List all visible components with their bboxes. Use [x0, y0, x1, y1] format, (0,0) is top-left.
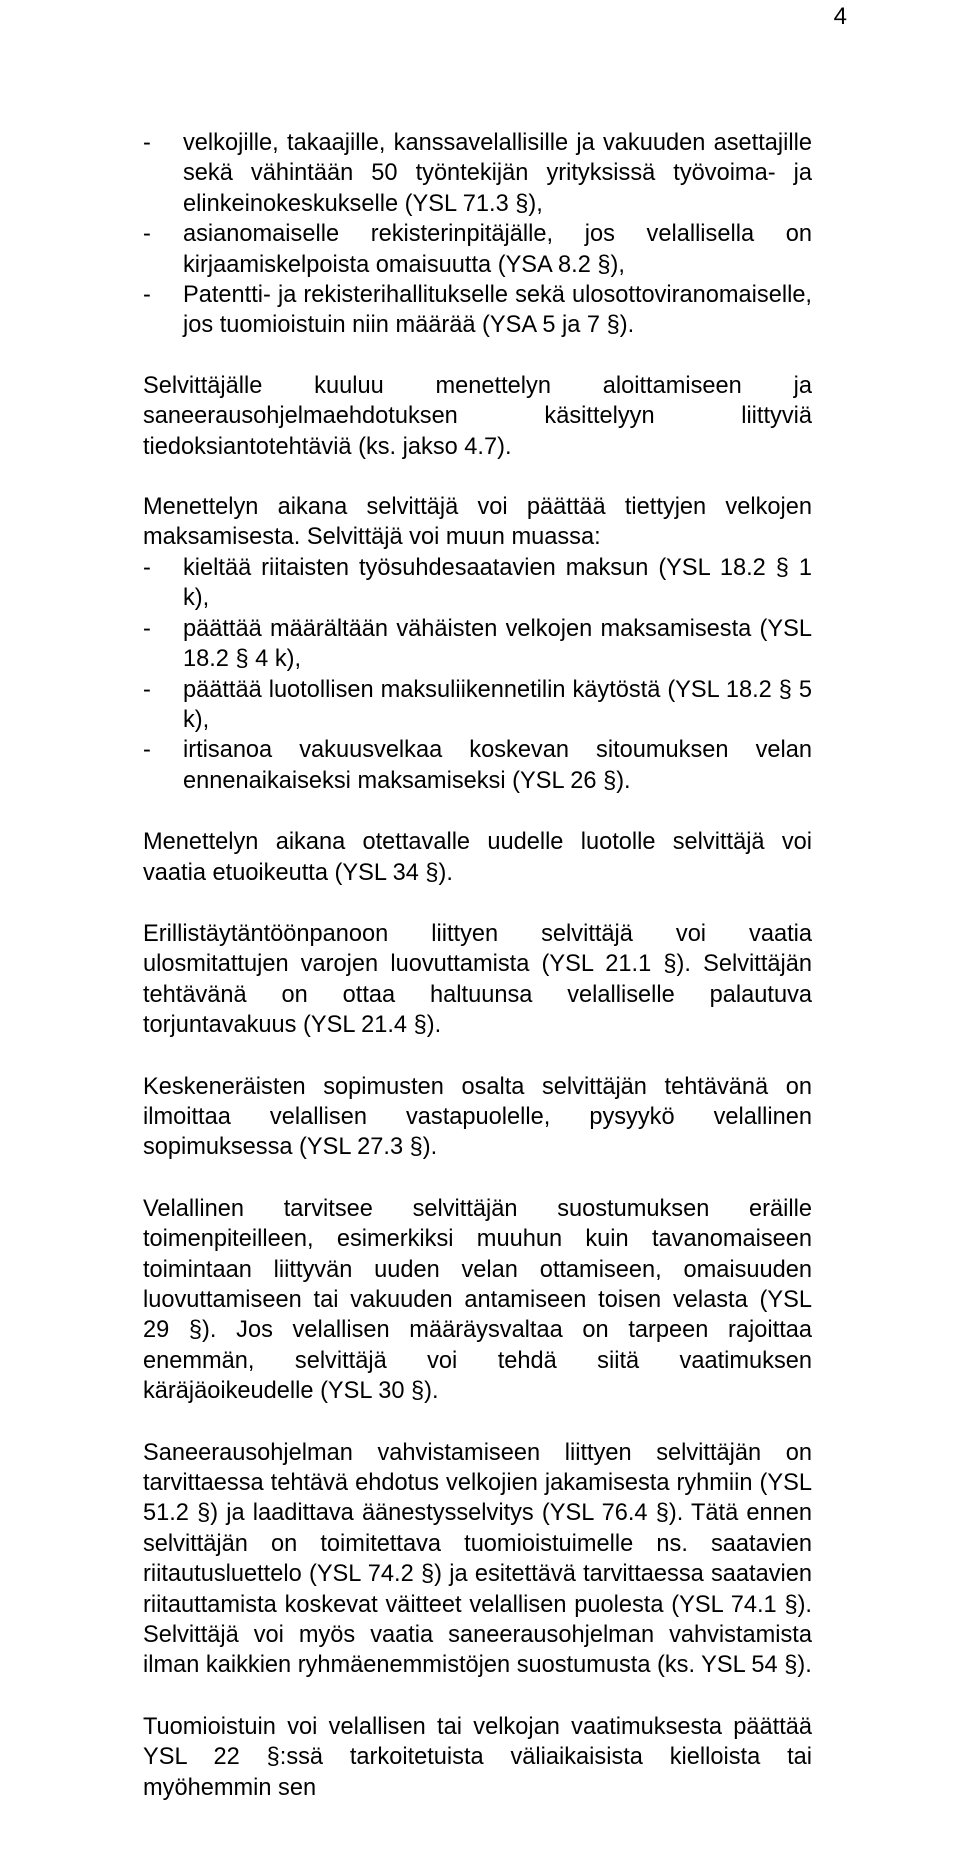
list-item-text: päättää luotollisen maksuliikennetilin käytöstä (YSL 18.2 § 5 k),: [183, 676, 812, 733]
list-item: - Patentti- ja rekisterihallitukselle sekä ulosottoviranomaiselle, jos tuomioistuin niin määrää (YSA 5 ja 7 §).: [143, 282, 812, 339]
payment-decisions-list: [143, 553, 812, 796]
paragraph: Menettelyn aikana otettavalle uudelle luotolle selvittäjä voi vaatia etuoikeutta (YSL 34 §).: [143, 829, 812, 886]
paragraph: Keskeneräisten sopimusten osalta selvittäjän tehtävänä on ilmoittaa velallisen vastapuolelle, pysyykö velallinen sopimuksessa (YSL 27.3 §).: [143, 1073, 812, 1161]
list-item: - asianomaiselle rekisterinpitäjälle, jos velallisella on kirjaamiskelpoista omaisuutta (YSA 8.2 §),: [143, 221, 812, 278]
list-item-text: irtisanoa vakuusvelkaa koskevan sitoumuksen velan ennenaikaiseksi maksamiseksi (YSL 26 §).: [183, 737, 812, 794]
paragraph: Tuomioistuin voi velallisen tai velkojan vaatimuksesta päättää YSL 22 §:ssä tarkoitetuista väliaikaisista kielloista tai myöhemmin sen: [143, 1713, 812, 1801]
paragraph: Velallinen tarvitsee selvittäjän suostumuksen eräille toimenpiteilleen, esimerkiksi muuhun kuin tavanomaiseen toimintaan liittyvän uuden velan ottamiseen, omaisuuden luovuttamiseen tai vakuuden antamiseen toisen velasta (YSL 29 §). Jos velallisen määräysvaltaa on tarpeen rajoittaa enemmän, selvittäjä voi tehdä siitä vaatimuksen käräjäoikeudelle (YSL 30 §).: [143, 1195, 812, 1405]
list-item-text: päättää määrältään vähäisten velkojen maksamisesta (YSL 18.2 § 4 k),: [183, 615, 812, 673]
list-item-text: velkojille, takaajille, kanssavelallisille ja vakuuden asettajille sekä vähintään 50 työntekijän yrityksissä työvoima- ja elinkeinokeskukselle (YSL 71.3 §),: [183, 130, 812, 217]
paragraph: Selvittäjälle kuuluu menettelyn aloittamiseen ja saneerausohjelmaehdotuksen käsittelyyn liittyviä tiedoksiantotehtäviä (ks. jakso 4.7).: [143, 372, 812, 460]
list-item: - päättää määrältään vähäisten velkojen maksamisesta (YSL 18.2 § 4 k),: [143, 615, 812, 673]
notification-recipients-list: [143, 128, 812, 341]
list-item-text: kieltää riitaisten työsuhdesaatavien maksun (YSL 18.2 § 1 k),: [183, 554, 812, 612]
list-item: - päättää luotollisen maksuliikennetilin käytöstä (YSL 18.2 § 5 k),: [143, 676, 812, 733]
list-item-text: asianomaiselle rekisterinpitäjälle, jos velallisella on kirjaamiskelpoista omaisuutta (YSA 8.2 §),: [183, 221, 812, 278]
document-body: [143, 128, 812, 1803]
paragraph: Erillistäytäntöönpanoon liittyen selvittäjä voi vaatia ulosmitattujen varojen luovuttamista (YSL 21.1 §). Selvittäjän tehtävänä on ottaa haltuunsa velalliselle palautuva torjuntavakuus (YSL 21.4 §).: [143, 920, 812, 1039]
list-item: - kieltää riitaisten työsuhdesaatavien maksun (YSL 18.2 § 1 k),: [143, 554, 812, 612]
list-item: - velkojille, takaajille, kanssavelallisille ja vakuuden asettajille sekä vähintään 50 työntekijän yrityksissä työvoima- ja elinkeinokeskukselle (YSL 71.3 §),: [143, 130, 812, 217]
paragraph: Saneerausohjelman vahvistamiseen liittyen selvittäjän on tarvittaessa tehtävä ehdotus velkojien jakamisesta ryhmiin (YSL 51.2 §) ja laadittava äänestysselvitys (YSL 76.4 §). Tätä ennen selvittäjän on toimitettava tuomioistuimelle ns. saatavien riitautusluettelo (YSL 74.2 §) ja esitettävä tarvittaessa saatavien riitauttamista koskevat väitteet velallisen puolesta (YSL 74.1 §). Selvittäjä voi myös vaatia saneerausohjelman vahvistamista ilman kaikkien ryhmäenemmistöjen suostumusta (ks. YSL 54 §).: [143, 1439, 812, 1679]
list-item-text: Patentti- ja rekisterihallitukselle sekä ulosottoviranomaiselle, jos tuomioistuin niin määrää (YSA 5 ja 7 §).: [183, 282, 812, 339]
page-number: 4: [833, 3, 847, 30]
paragraph: Menettelyn aikana selvittäjä voi päättää tiettyjen velkojen maksamisesta. Selvittäjä voi muun muassa:: [143, 494, 812, 551]
list-item: - irtisanoa vakuusvelkaa koskevan sitoumuksen velan ennenaikaiseksi maksamiseksi (YSL 26 §).: [143, 737, 812, 794]
